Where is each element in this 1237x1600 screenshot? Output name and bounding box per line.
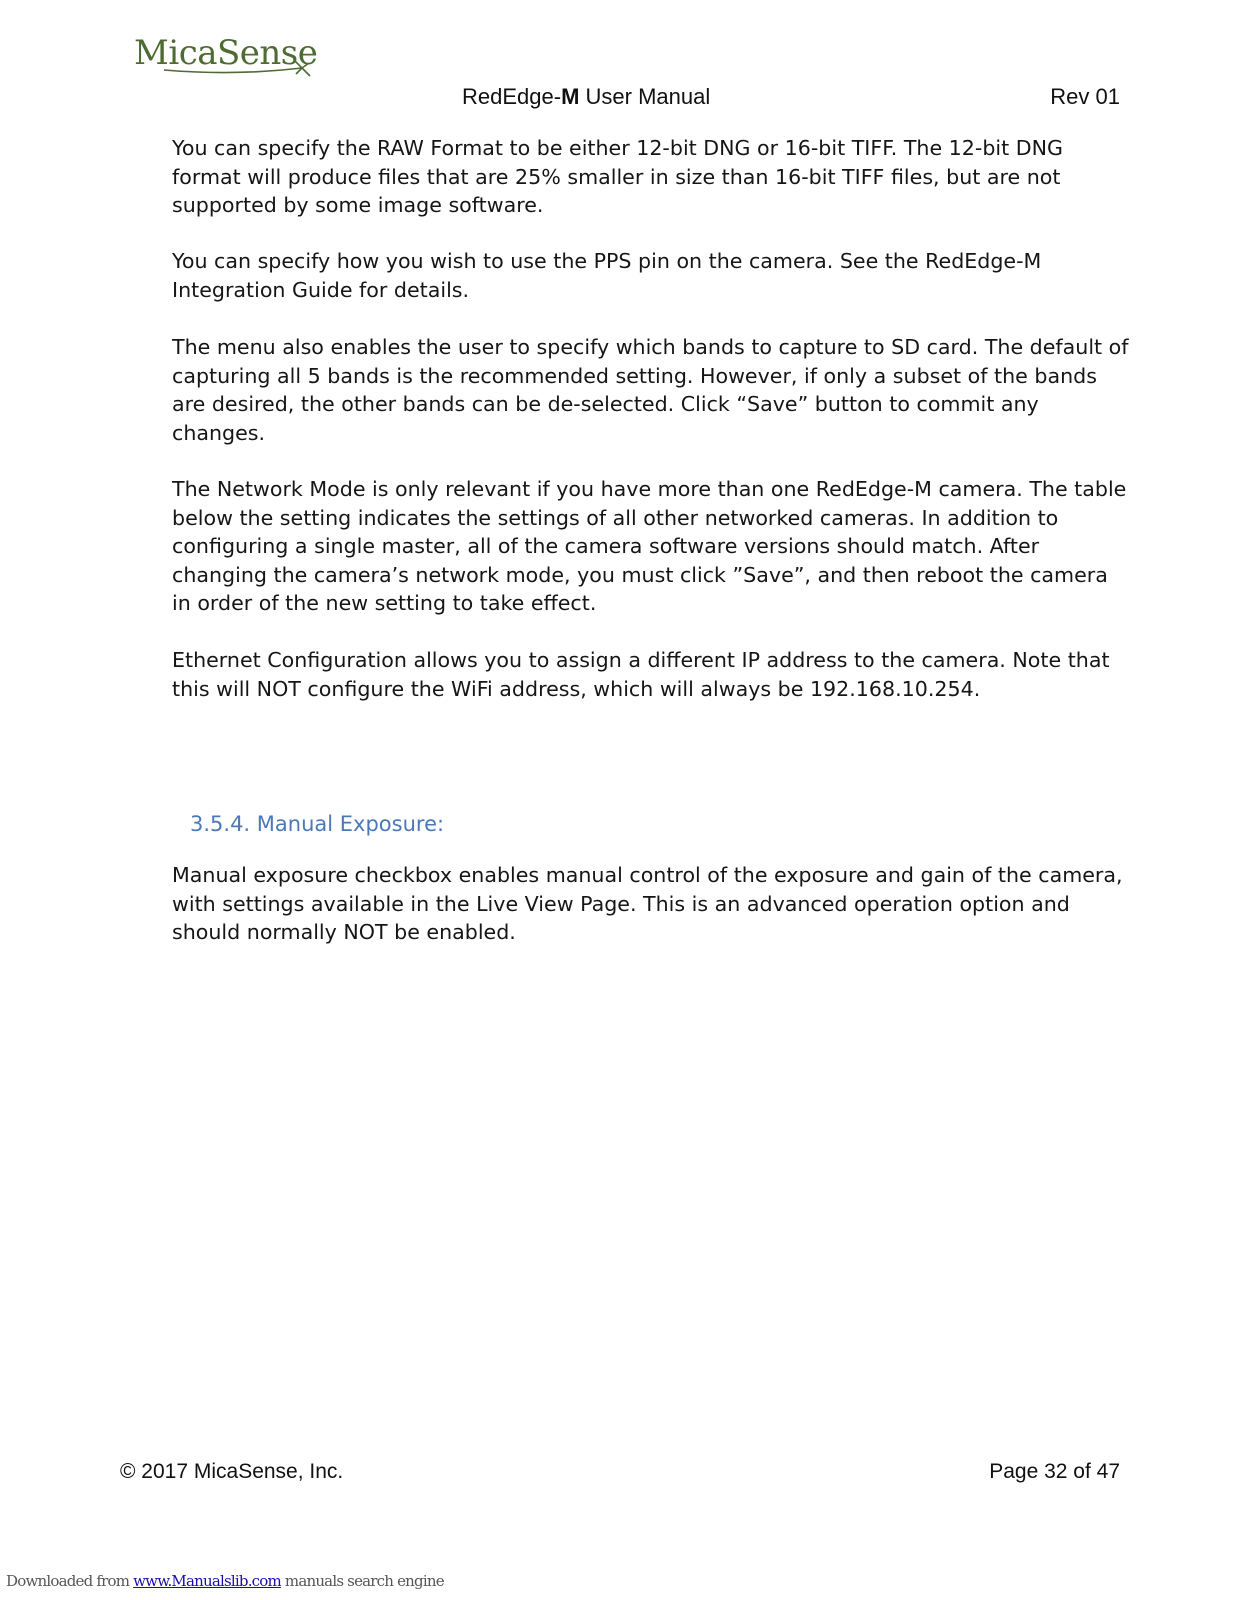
download-bar: Downloaded from www.Manualslib.com manuals search engine — [6, 1572, 444, 1590]
footer-page-number: Page 32 of 47 — [989, 1460, 1120, 1483]
paragraph-ethernet: Ethernet Configuration allows you to assign a different IP address to the camera. Note that this will NOT configure the WiFi address, which will always be 192.168.10.254. — [172, 648, 1110, 701]
paragraph-pps-pin: You can specify how you wish to use the PPS pin on the camera. See the RedEdge-M Integration Guide for details. — [172, 249, 1042, 302]
manualslib-link[interactable]: www.Manualslib.com — [133, 1572, 281, 1590]
paragraph-bands: The menu also enables the user to specify which bands to capture to SD card. The default of capturing all 5 bands is the recommended setting. However, if only a subset of the bands are desired, the other bands can be de-selected. Click “Save” button to commit any changes. — [172, 335, 1129, 445]
section-heading: 3.5.4. Manual Exposure: — [190, 812, 445, 836]
revision-label: Rev 01 — [1050, 84, 1120, 109]
micasense-logo — [134, 30, 324, 84]
footer-copyright: © 2017 MicaSense, Inc. — [120, 1460, 344, 1483]
document-title: RedEdge-M User Manual — [462, 84, 711, 109]
paragraph-raw-format: You can specify the RAW Format to be either 12-bit DNG or 16-bit TIFF. The 12-bit DNG format will produce files that are 25% smaller in size than 16-bit TIFF files, but are not supported by some image software. — [172, 136, 1063, 218]
paragraph-network-mode: The Network Mode is only relevant if you have more than one RedEdge-M camera. The table below the setting indicates the settings of all other networked cameras. In addition to configuring a single master, all of the camera software versions should match. After changing the camera’s network mode, you must click ”Save”, and then reboot the camera in order of the new setting to take effect. — [172, 477, 1127, 616]
logo-text: MicaSense — [134, 33, 318, 73]
paragraph-manual-exposure: Manual exposure checkbox enables manual control of the exposure and gain of the camera, with settings available in the Live View Page. This is an advanced operation option and should normally NOT be enabled. — [172, 863, 1123, 945]
